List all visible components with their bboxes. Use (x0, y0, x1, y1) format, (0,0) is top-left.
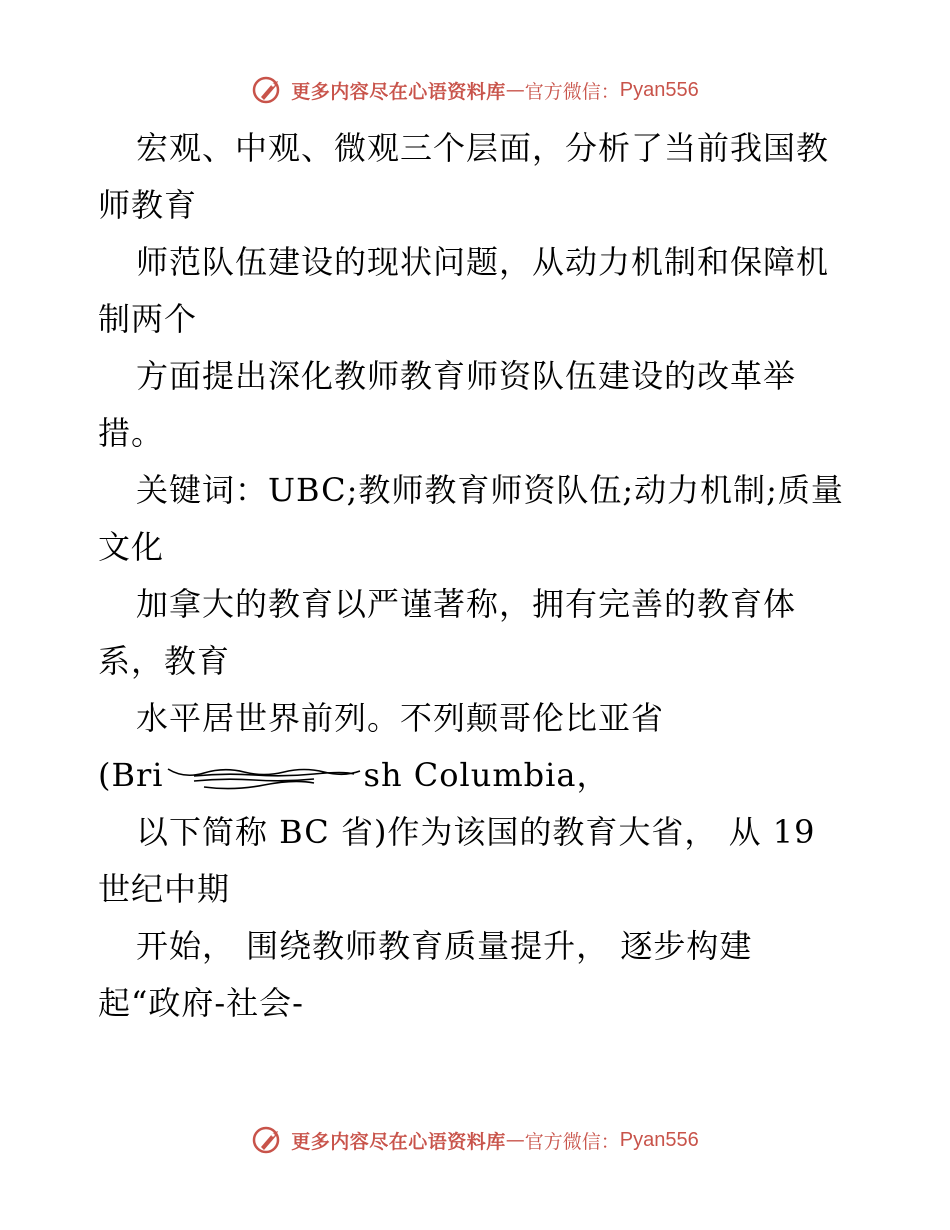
paragraph-first-line: 开始， 围绕教师教育质量提升， 逐步构建 (136, 927, 753, 965)
watermark-site-text: 更多内容尽在心语资料库 (291, 80, 506, 103)
continuation-prefix: (Bri (98, 756, 164, 794)
garbled-wavy-lines-icon (164, 763, 364, 793)
paragraph-continuation: 文化 (98, 528, 165, 566)
watermark-site-text: 更多内容尽在心语资料库 (291, 1130, 506, 1153)
paragraph (98, 234, 868, 348)
paragraph-first-line: 以下简称 BC 省)作为该国的教育大省， 从 19 (136, 813, 816, 851)
watermark-wechat-label: 官方微信： (524, 1130, 620, 1153)
watermark-dash: — (505, 79, 525, 101)
watermark-wechat-id: Pyan556 (619, 78, 699, 101)
paragraph-continuation (98, 747, 868, 804)
paragraph (98, 804, 868, 918)
paragraph-first-line: 方面提出深化教师教育师资队伍建设的改革举 (136, 357, 797, 395)
watermark-dash: — (505, 1129, 525, 1151)
watermark-wechat-label: 官方微信： (524, 80, 620, 103)
header-watermark (0, 70, 950, 110)
paragraph-continuation: 制两个 (98, 300, 198, 338)
paragraph (98, 576, 868, 690)
watermark-wechat-id: Pyan556 (619, 1128, 699, 1151)
paragraph-continuation: 起“政府-社会- (98, 984, 304, 1022)
document-body (98, 120, 868, 1032)
paragraph-first-line: 宏观、中观、微观三个层面，分析了当前我国教 (136, 129, 830, 167)
paragraph (98, 120, 868, 234)
paragraph (98, 918, 868, 1032)
paragraph (98, 348, 868, 462)
footer-watermark (0, 1120, 950, 1160)
paragraph-continuation: 师教育 (98, 186, 198, 224)
paragraph-continuation: 措。 (98, 414, 165, 452)
paragraph-continuation: 系，教育 (98, 642, 231, 680)
paragraph-first-line: 关键词：UBC;教师教育师资队伍;动力机制;质量 (136, 471, 844, 509)
paragraph-first-line: 师范队伍建设的现状问题，从动力机制和保障机 (136, 243, 830, 281)
paragraph-first-line: 水平居世界前列。不列颠哥伦比亚省 (136, 699, 665, 737)
paragraph-continuation: 世纪中期 (98, 870, 231, 908)
pen-nib-logo-icon (251, 1123, 285, 1157)
paragraph-keywords (98, 462, 868, 576)
continuation-suffix: sh Columbia， (363, 756, 610, 794)
pen-nib-logo-icon (251, 73, 285, 107)
paragraph-first-line: 加拿大的教育以严谨著称，拥有完善的教育体 (136, 585, 797, 623)
paragraph (98, 690, 868, 804)
